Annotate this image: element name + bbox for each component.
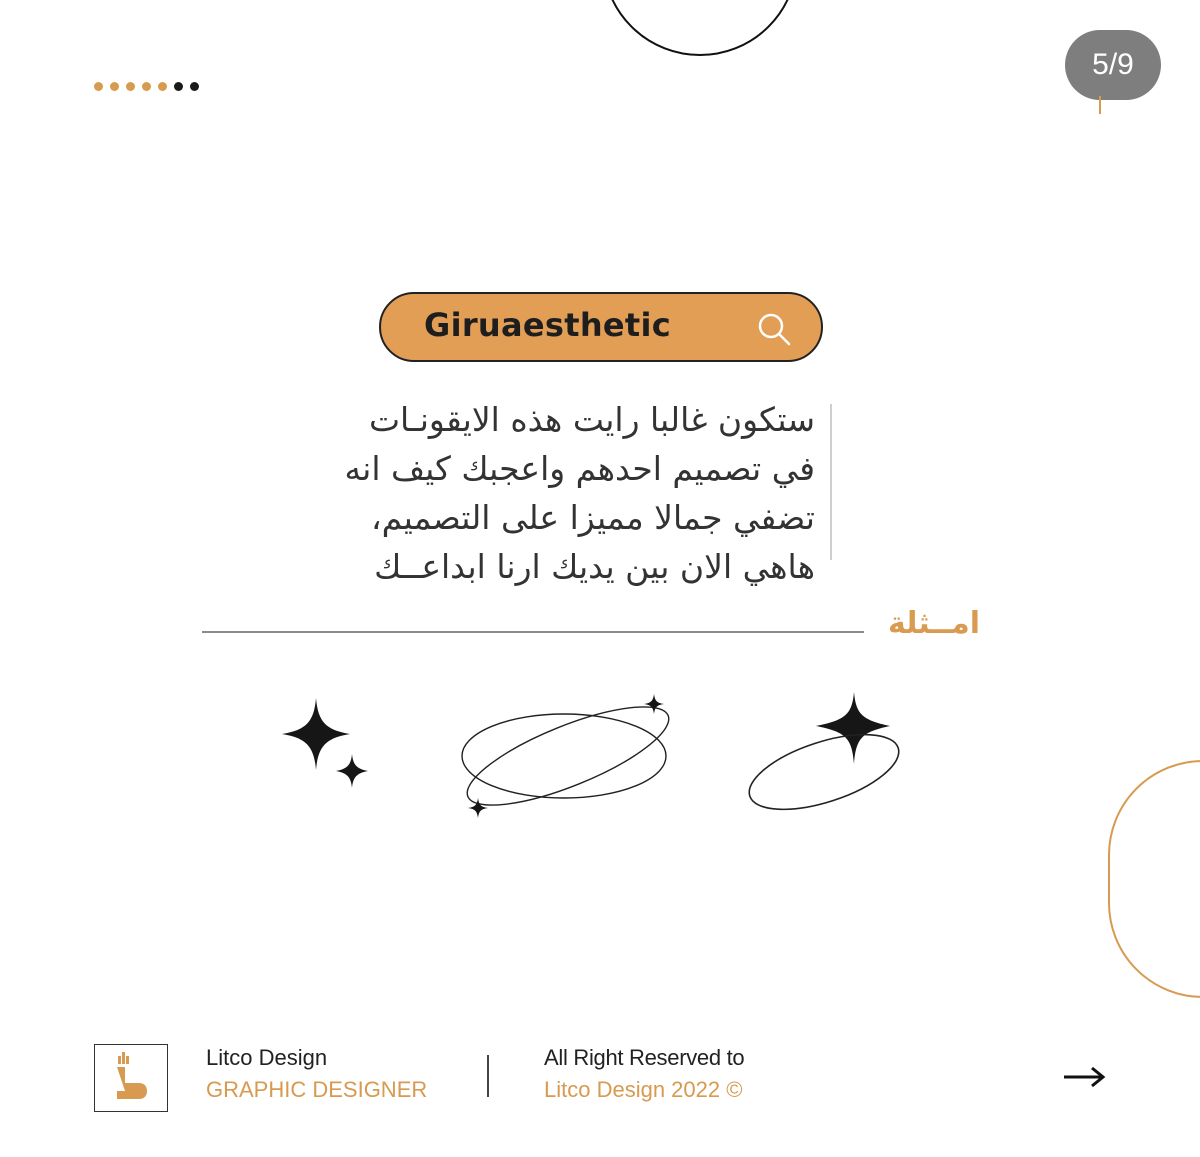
footer-divider	[487, 1055, 489, 1097]
progress-dots	[94, 82, 199, 91]
decorative-rounded-shape	[1108, 760, 1200, 998]
logo-mark-icon	[95, 1045, 167, 1111]
progress-dot-active	[158, 82, 167, 91]
progress-dot	[174, 82, 183, 91]
brand-name: Litco Design	[206, 1045, 328, 1070]
search-query: Giruaesthetic	[424, 306, 672, 344]
paragraph-side-bar	[830, 404, 832, 560]
description-line: تضفي جمالا مميزا على التصميم،	[371, 498, 815, 537]
page-indicator-badge	[1065, 30, 1161, 100]
search-icon[interactable]	[754, 309, 794, 349]
brand-logo	[94, 1044, 168, 1112]
description-line: في تصميم احدهم واعجبك كيف انه	[344, 449, 815, 488]
rights-owner: Litco Design 2022 ©	[544, 1077, 743, 1102]
page-indicator-text: 5/9	[1092, 48, 1134, 81]
progress-dot-active	[94, 82, 103, 91]
decorative-circle	[602, 0, 798, 56]
badge-tick	[1099, 96, 1101, 114]
progress-dot-active	[142, 82, 151, 91]
examples-title: امــثلة	[887, 606, 980, 641]
arrow-right-icon[interactable]	[1062, 1064, 1106, 1090]
brand-role: GRAPHIC DESIGNER	[206, 1077, 428, 1102]
progress-dot	[190, 82, 199, 91]
progress-dot-active	[110, 82, 119, 91]
description-paragraph	[255, 395, 815, 591]
examples-divider	[202, 631, 864, 633]
rights-label: All Right Reserved to	[544, 1045, 745, 1070]
progress-dot-active	[126, 82, 135, 91]
orbit-rings-icon	[456, 690, 680, 820]
description-line: هاهي الان بين يديك ارنا ابداعــك	[374, 547, 815, 586]
description-line: ستكون غالبا رايت هذه الايقونـات	[368, 400, 815, 439]
star-orbit-icon	[744, 690, 904, 814]
sparkle-pair-icon	[276, 694, 376, 796]
